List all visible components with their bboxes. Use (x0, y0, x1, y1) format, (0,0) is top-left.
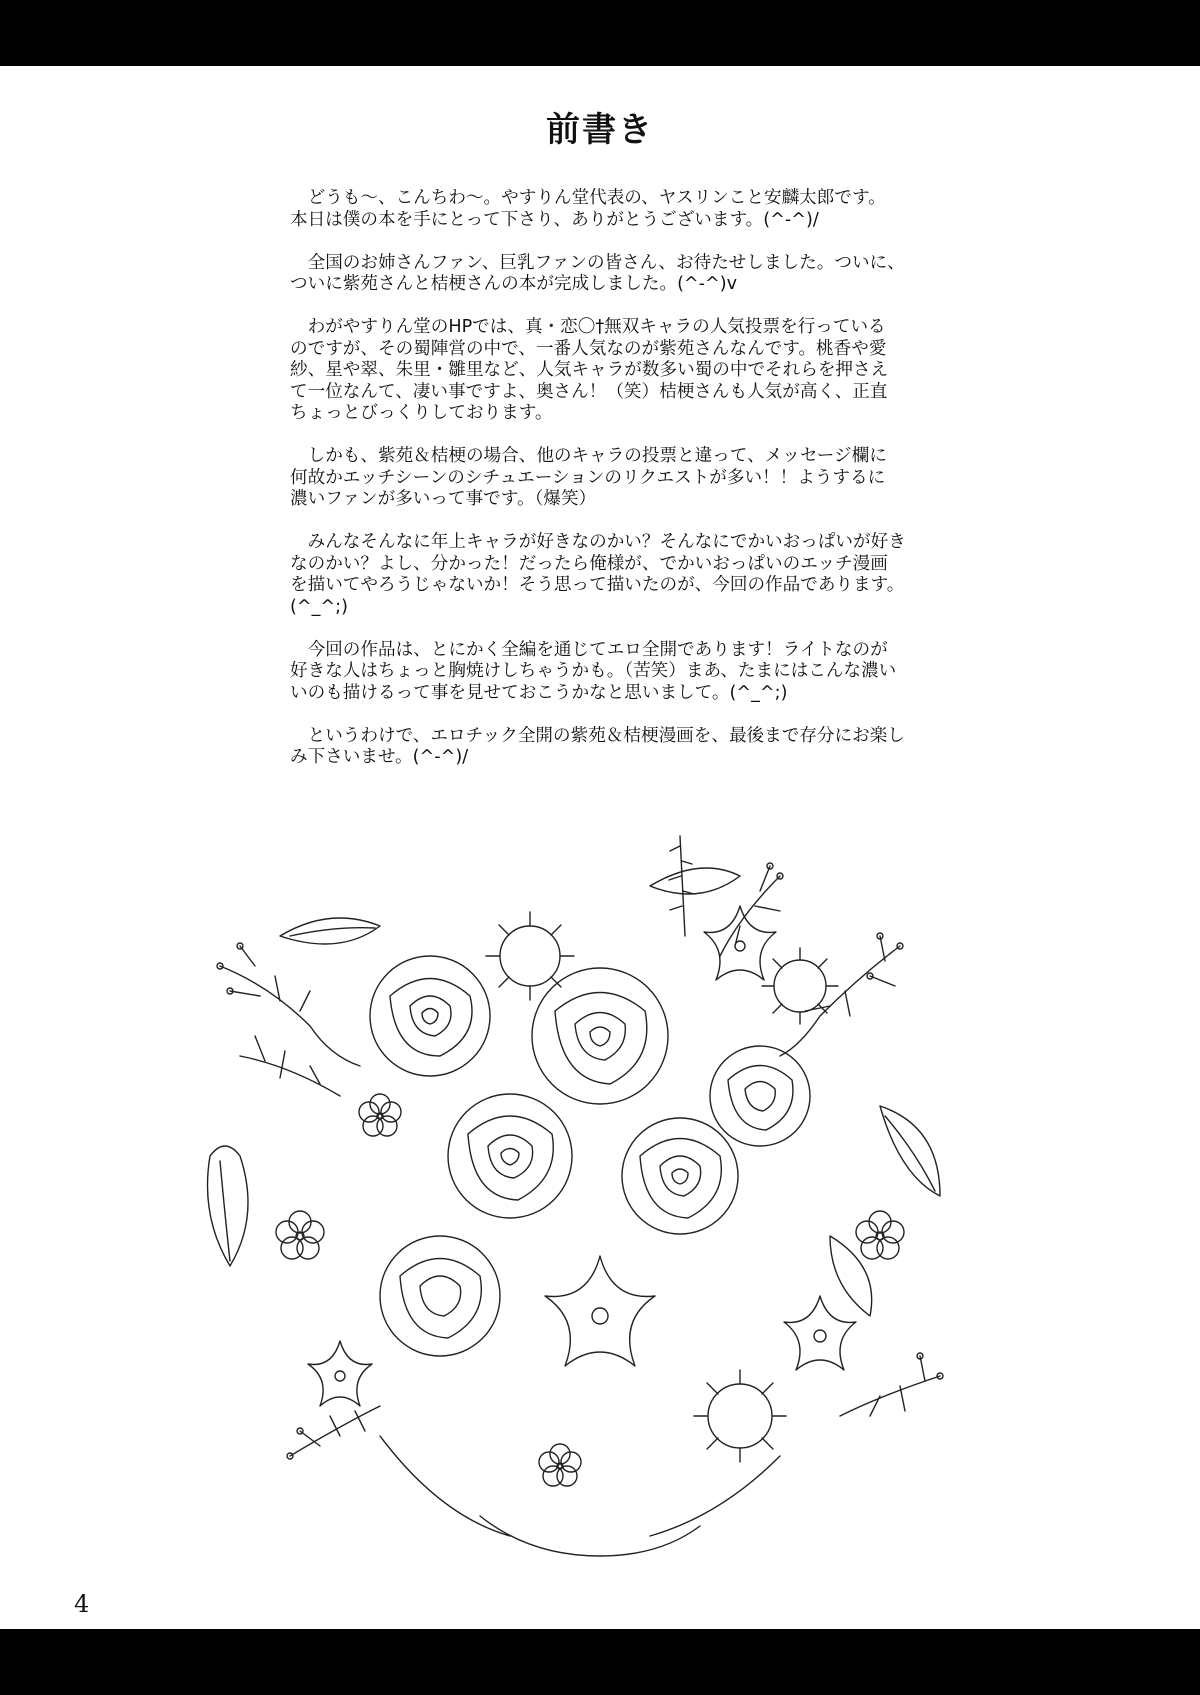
top-black-bar (0, 0, 1200, 66)
bottom-black-bar (0, 1629, 1200, 1695)
paragraph-2: 全国のお姉さんファン、巨乳ファンの皆さん、お待たせしました。ついに、 ついに紫苑さんと桔梗さんの本が完成しました。(^-^)v (290, 252, 905, 294)
paragraph-3: わがやすりん堂のHPでは、真・恋〇†無双キャラの人気投票を行っている のですが、その蜀陣営の中で、一番人気なのが紫苑さんなんです。桃香や愛 紗、星や翠、朱里・雛里など、人気キャラが数多い蜀の中でそれらを押さえ て一位なんて、凄い事ですよ、奥さん！（笑）桔梗さんも人気が高く、正直 ちょっとびっくりしております。 (290, 317, 889, 423)
flower-bouquet-icon (180, 816, 1000, 1596)
paragraph-1: どうも〜、こんちわ〜。やすりん堂代表の、ヤスリンこと安麟太郎です。 本日は僕の本を手にとって下さり、ありがとうございます。(^-^)/ (290, 188, 886, 230)
page-title: 前書き (546, 110, 654, 150)
preface-body (290, 188, 950, 790)
paragraph-5: みんなそんなに年上キャラが好きなのかい？そんなにでかいおっぱいが好き なのかい？よし、分かった！だったら俺様が、でかいおっぱいのエッチ漫画 を描いてやろうじゃないか！そう思って描いたのが、今回の作品であります。 (^_^;) (290, 532, 906, 617)
page-number: 4 (74, 1590, 90, 1618)
paragraph-6: 今回の作品は、とにかく全編を通じてエロ全開であります！ライトなのが 好きな人はちょっと胸焼けしちゃうかも。（苦笑）まあ、たまにはこんな濃い いのも描けるって事を見せておこうかなと思いまして。(^_^;) (290, 639, 897, 703)
paragraph-4: しかも、紫苑＆桔梗の場合、他のキャラの投票と違って、メッセージ欄に 何故かエッチシーンのシチュエーションのリクエストが多い！！ようするに 濃いファンが多いって事です。（爆笑） (290, 446, 887, 509)
paragraph-7: というわけで、エロチック全開の紫苑＆桔梗漫画を、最後まで存分にお楽し み下さいませ。(^-^)/ (290, 725, 905, 767)
document-page (0, 66, 1200, 1629)
